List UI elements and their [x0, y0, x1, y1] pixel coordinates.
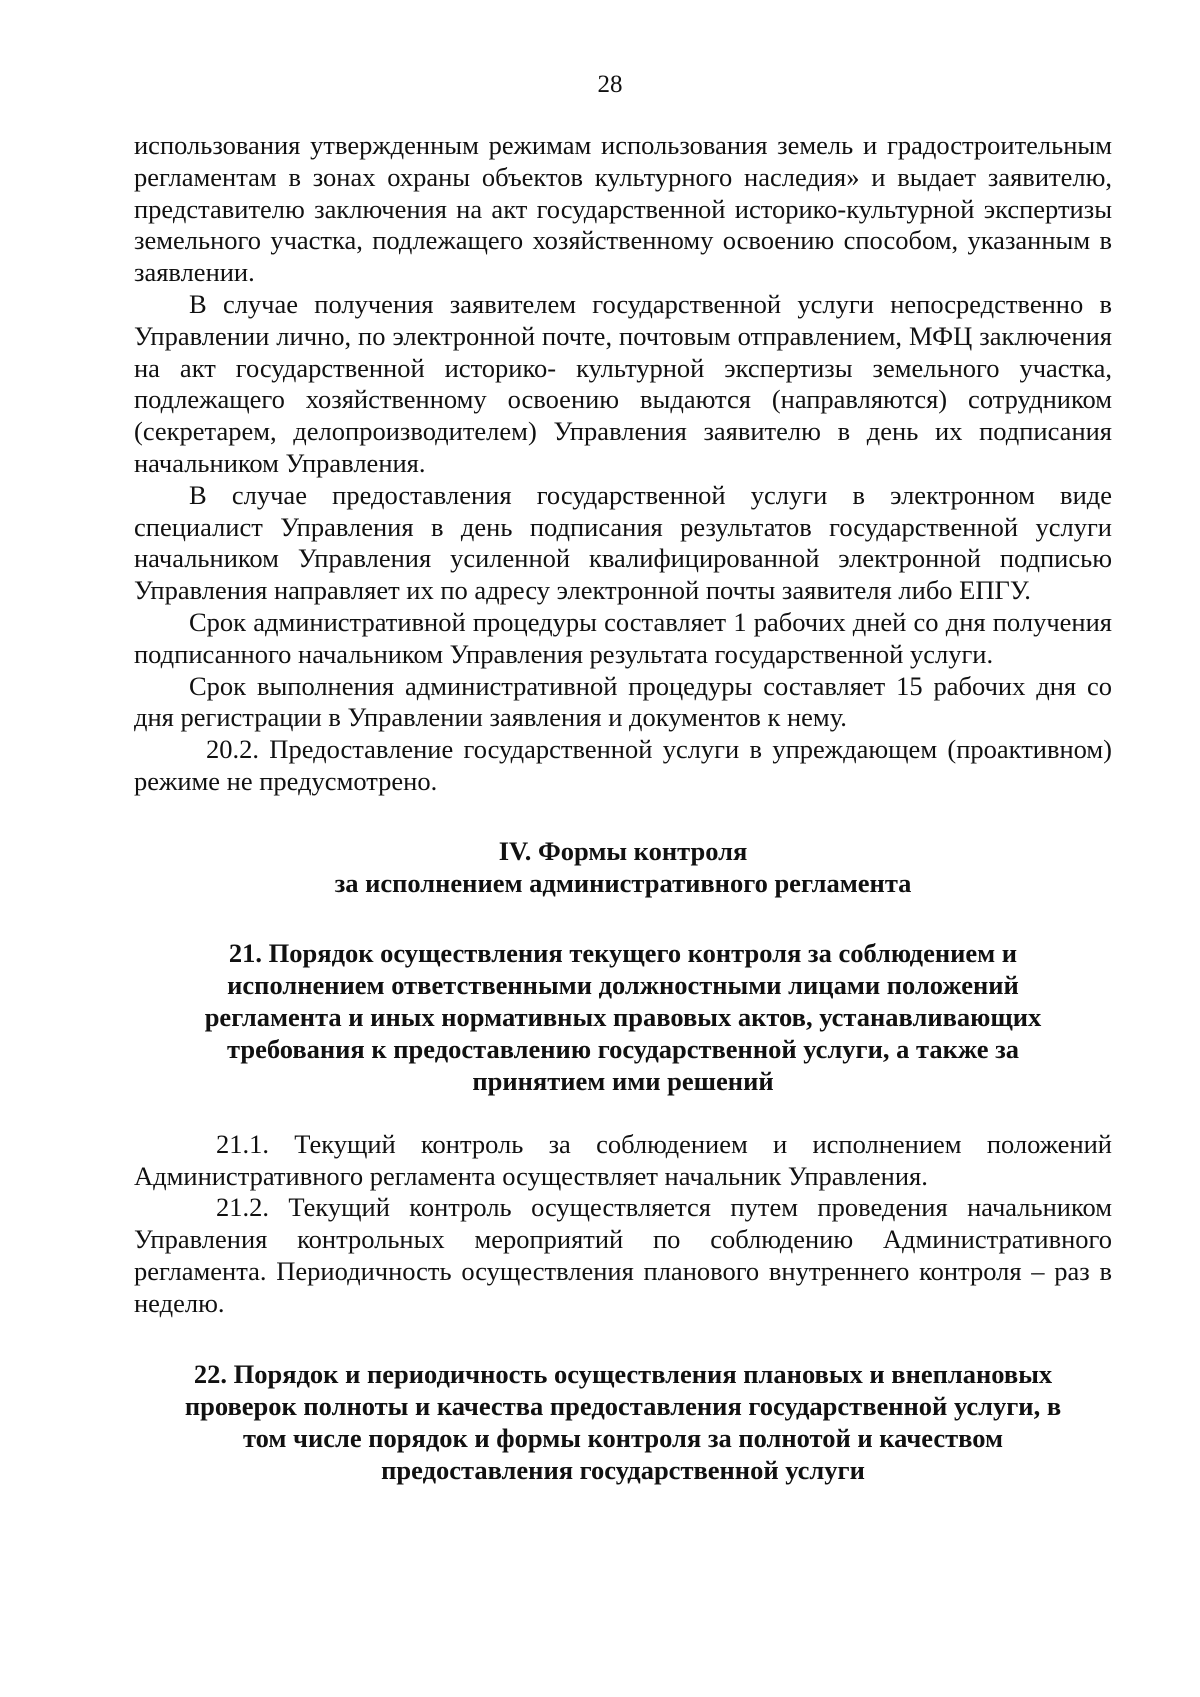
subsection-21-body — [134, 1129, 1112, 1320]
paragraph-clause-21-2: 21.2. Текущий контроль осуществляется путем проведения начальником Управления контрольных мероприятий по соблюдению Административного регламента. Периодичность осуществления планового внутреннего контроля – раз в неделю. — [134, 1192, 1112, 1318]
subsection-heading-line: том числе порядок и формы контроля за полнотой и качеством — [242, 1422, 1004, 1453]
paragraph-procedure-term: Срок административной процедуры составляет 1 рабочих дней со дня получения подписанного начальником Управления результата государственной услуги. — [134, 606, 1112, 669]
subsection-heading-22 — [134, 1358, 1112, 1486]
subsection-heading-line: 22. Порядок и периодичность осуществления плановых и внеплановых — [193, 1358, 1053, 1389]
section-heading-line: IV. Формы контроля — [498, 835, 748, 866]
paragraph-clause-21-1: 21.1. Текущий контроль за соблюдением и исполнением положений Административного регламента осуществляет начальник Управления. — [134, 1128, 1112, 1191]
subsection-heading-line: регламента и иных нормативных правовых актов, устанавливающих — [204, 1001, 1042, 1032]
subsection-heading-line: проверок полноты и качества предоставления государственной услуги, в — [184, 1390, 1062, 1421]
section-heading-iv — [134, 835, 1112, 899]
subsection-heading-line: требования к предоставлению государственной услуги, а также за — [226, 1033, 1019, 1064]
paragraph-electronic-issuance: В случае предоставления государственной услуги в электронном виде специалист Управления в день подписания результатов государственной услуги начальником Управления усиленной квалифицированной электронной подписью Управления направляет их по адресу электронной почты заявителя либо ЕПГУ. — [134, 479, 1112, 606]
paragraph-issuance-in-person: В случае получения заявителем государственной услуги непосредственно в Управлении лично, по электронной почте, почтовым отправлением, МФЦ заключения на акт государственной историко- культурной экспертизы земельного участка, подлежащего хозяйственному освоению выдаются (направляются) сотрудником (секретарем, делопроизводителем) Управления заявителю в день их подписания начальником Управления. — [134, 288, 1112, 478]
subsection-heading-line: принятием ими решений — [472, 1065, 774, 1096]
paragraph-clause-20-2: 20.2. Предоставление государственной услуги в упреждающем (проактивном) режиме не предусмотрено. — [134, 734, 1112, 796]
page-number: 28 — [597, 71, 623, 98]
subsection-heading-21 — [134, 937, 1112, 1097]
subsection-heading-line: предоставления государственной услуги — [381, 1454, 865, 1485]
subsection-heading-line: исполнением ответственными должностными лицами положений — [227, 969, 1019, 1000]
subsection-heading-line: 21. Порядок осуществления текущего контроля за соблюдением и — [228, 937, 1018, 968]
paragraph-execution-term: Срок выполнения административной процедуры составляет 15 рабочих дня со дня регистрации в Управлении заявления и документов к нему. — [134, 670, 1112, 733]
document-body — [134, 130, 1112, 1486]
paragraph-continuation: использования утвержденным режимам использования земель и градостроительным регламентам в зонах охраны объектов культурного наследия» и выдает заявителю, представителю заключения на акт государственной историко-культурной экспертизы земельного участка, подлежащего хозяйственному освоению способом, указанным в заявлении. — [134, 130, 1112, 288]
section-heading-line: за исполнением административного регламента — [334, 867, 912, 898]
